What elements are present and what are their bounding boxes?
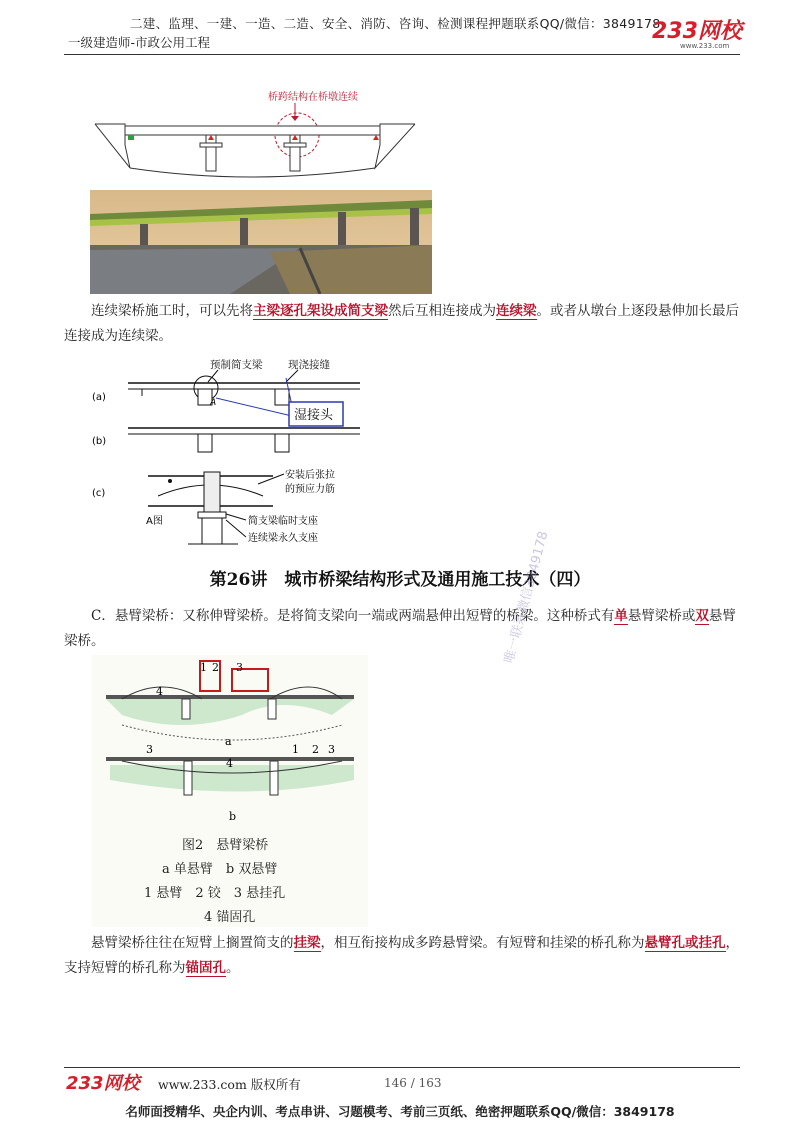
row-label-c: (c) bbox=[92, 488, 106, 499]
wet-joint-label: 湿接头 bbox=[294, 408, 334, 423]
paragraph-cantilever-spans bbox=[64, 931, 740, 981]
p2-emphasis-double: 双 bbox=[695, 608, 709, 624]
lecture-heading: 第26讲 城市桥梁结构形式及通用施工技术（四） bbox=[209, 570, 591, 590]
p3-emphasis-cantilever-span: 悬臂孔或挂孔 bbox=[644, 935, 726, 951]
p3-text-1: 悬臂梁桥往往在短臂上搁置简支的 bbox=[91, 935, 294, 951]
paragraph-cantilever-intro bbox=[64, 604, 740, 654]
fig-b-num-2: 2 bbox=[312, 743, 319, 756]
bridge-diagram-label: 桥跨结构在桥墩连续 bbox=[268, 92, 358, 103]
p1-emphasis-2: 连续梁 bbox=[496, 303, 537, 319]
tendon-note-1: 安装后张拉 bbox=[285, 470, 335, 481]
fig-a-num-2: 2 bbox=[212, 661, 219, 674]
callout-precast: 预制简支梁 bbox=[210, 359, 263, 371]
p2-text-1: C．悬臂梁桥：又称伸臂梁桥。是将简支梁向一端或两端悬伸出短臂的桥梁。这种桥式有 bbox=[91, 608, 615, 624]
p3-text-4: 。 bbox=[226, 960, 240, 976]
detail-marker-a: A bbox=[210, 398, 217, 408]
p1-emphasis-1: 主梁逐孔架设成简支梁 bbox=[253, 303, 388, 319]
continuous-beam-construction-diagram bbox=[88, 356, 368, 554]
fig-b-num-3-right: 3 bbox=[328, 743, 335, 756]
figure-label-a: a bbox=[225, 735, 232, 748]
header-contact: 二建、监理、一建、一造、二造、安全、消防、咨询、检测课程押题联系QQ/微信：3849178 bbox=[130, 16, 661, 31]
p1-text-1: 连续梁桥施工时，可以先将 bbox=[91, 303, 253, 319]
p3-text-2: ，相互衔接构成多跨悬臂梁。有短臂和挂梁的桥孔称为 bbox=[320, 935, 645, 951]
p3-text-3: ，支持短臂的桥孔称为 bbox=[64, 935, 739, 976]
fig-a-num-3: 3 bbox=[236, 661, 243, 674]
fig-b-num-1: 1 bbox=[292, 743, 299, 756]
detail-a-label: A图 bbox=[146, 516, 163, 527]
p2-text-3: 悬臂梁桥。 bbox=[64, 608, 736, 649]
figure-caption-title: 图2 悬臂梁桥 bbox=[182, 838, 269, 853]
paragraph-continuous-beam bbox=[64, 299, 740, 349]
figure-caption-line-2: a 单悬臂 b 双悬臂 bbox=[162, 862, 278, 877]
header-subtitle: 一级建造师-市政公用工程 bbox=[68, 35, 211, 50]
fig-b-num-3-left: 3 bbox=[146, 743, 153, 756]
figure-label-b: b bbox=[229, 810, 237, 823]
site-logo bbox=[650, 16, 746, 50]
p1-text-2: 然后互相连接成为 bbox=[388, 303, 496, 319]
tendon-note-2: 的预应力筋 bbox=[285, 484, 335, 495]
cantilever-bridge-figure bbox=[92, 655, 368, 927]
footer-logo-text: 233网校 bbox=[66, 1073, 140, 1093]
temporary-support-label: 简支梁临时支座 bbox=[248, 516, 318, 527]
footer-copyright: www.233.com 版权所有 bbox=[158, 1077, 301, 1092]
bridge-photo bbox=[90, 190, 432, 294]
fig-a-num-4: 4 bbox=[156, 685, 163, 698]
row-label-b: (b) bbox=[92, 436, 107, 447]
p1-text-3: 。或者从墩台上逐段悬伸加长最后连接成为连续梁。 bbox=[64, 303, 739, 344]
p2-emphasis-single: 单 bbox=[614, 608, 628, 624]
watermark: 唯一联系微信3849178 bbox=[501, 529, 552, 665]
footer-promo: 名师面授精华、央企内训、考点串讲、习题模考、考前三页纸、绝密押题联系QQ/微信：3849178 bbox=[125, 1104, 675, 1119]
callout-joint: 现浇接缝 bbox=[288, 359, 330, 371]
figure-caption-line-3: 1 悬臂 2 铰 3 悬挂孔 bbox=[144, 886, 286, 901]
logo-url: www.233.com bbox=[680, 42, 730, 50]
logo-text: 233网校 bbox=[652, 19, 742, 44]
fig-a-num-1: 1 bbox=[200, 661, 207, 674]
header-divider bbox=[64, 54, 740, 55]
permanent-support-label: 连续梁永久支座 bbox=[248, 533, 318, 544]
p3-emphasis-suspended-beam: 挂梁 bbox=[293, 935, 321, 951]
figure-caption-line-4: 4 锚固孔 bbox=[204, 910, 256, 925]
p2-text-2: 悬臂梁桥或 bbox=[627, 608, 696, 624]
footer-divider bbox=[64, 1067, 740, 1068]
page-number: 146 / 163 bbox=[384, 1076, 442, 1090]
p3-emphasis-anchor-span: 锚固孔 bbox=[185, 960, 226, 976]
row-label-a: (a) bbox=[92, 392, 106, 403]
continuous-bridge-diagram bbox=[90, 88, 420, 188]
footer-logo bbox=[66, 1071, 148, 1093]
fig-b-num-4: 4 bbox=[226, 757, 233, 770]
